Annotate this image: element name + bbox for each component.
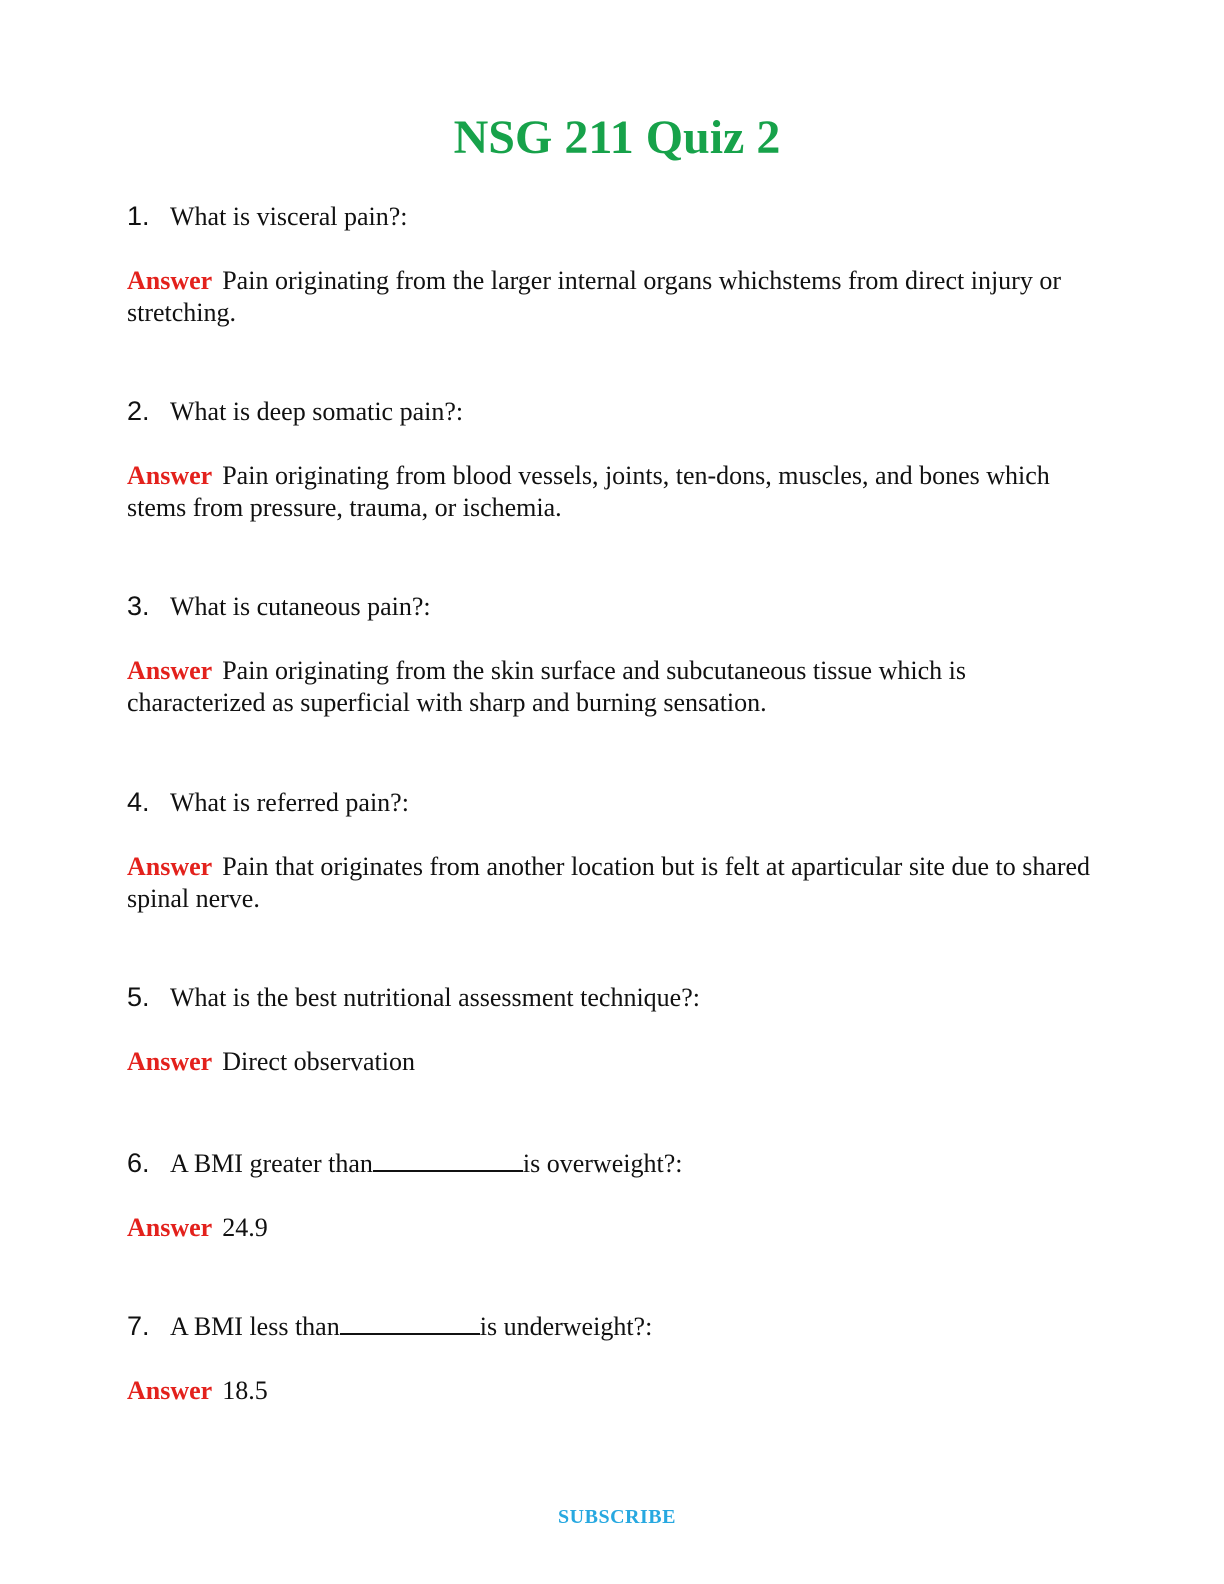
- question-number: 2.: [127, 396, 150, 426]
- quiz-item-1: [127, 200, 1107, 329]
- answer-text: 18.5: [222, 1376, 268, 1405]
- question-text: What is cutaneous pain?:: [170, 592, 431, 621]
- question-number: 5.: [127, 982, 150, 1012]
- answer-label: Answer: [127, 852, 213, 881]
- question-text: What is the best nutritional assessment technique?:: [170, 983, 700, 1012]
- answer-text: Pain originating from the skin surface and subcutaneous tissue which is characterized as superficial with sharp and burning sensation.: [127, 656, 966, 717]
- question-text: What is referred pain?:: [170, 788, 409, 817]
- question-number: 7.: [127, 1311, 150, 1341]
- question-text-after-blank: is underweight?:: [479, 1312, 653, 1341]
- question-text-before-blank: A BMI greater than: [170, 1149, 373, 1178]
- fill-in-blank: [373, 1144, 523, 1172]
- quiz-item-2: [127, 395, 1107, 524]
- answer-text: Pain that originates from another location but is felt at aparticular site due to shared spinal nerve.: [127, 852, 1091, 913]
- question-text-after-blank: is overweight?:: [522, 1149, 683, 1178]
- answer-text: Direct observation: [222, 1047, 415, 1076]
- answer-7: [127, 1375, 1107, 1407]
- question-text: What is deep somatic pain?:: [170, 397, 464, 426]
- question-6: [127, 1144, 1107, 1180]
- answer-label: Answer: [127, 461, 213, 490]
- answer-text: Pain originating from the larger internal organs whichstems from direct injury or stretching.: [127, 266, 1061, 327]
- question-7: [127, 1307, 1107, 1343]
- answer-label: Answer: [127, 1213, 213, 1242]
- answer-1: [127, 265, 1107, 329]
- quiz-item-4: [127, 786, 1107, 915]
- question-number: 4.: [127, 787, 150, 817]
- answer-label: Answer: [127, 1376, 213, 1405]
- quiz-item-6: [127, 1144, 1107, 1244]
- question-4: [127, 786, 1107, 819]
- answer-text: 24.9: [222, 1213, 268, 1242]
- question-2: [127, 395, 1107, 428]
- page-title: NSG 211 Quiz 2: [453, 111, 781, 164]
- answer-4: [127, 851, 1107, 915]
- answer-label: Answer: [127, 656, 213, 685]
- question-number: 6.: [127, 1148, 150, 1178]
- answer-6: [127, 1212, 1107, 1244]
- answer-3: [127, 655, 1107, 719]
- question-5: [127, 981, 1107, 1014]
- fill-in-blank: [340, 1307, 480, 1335]
- quiz-item-7: [127, 1307, 1107, 1407]
- question-text: What is visceral pain?:: [170, 202, 408, 231]
- quiz-item-3: [127, 590, 1107, 719]
- subscribe-link[interactable]: SUBSCRIBE: [558, 1506, 676, 1528]
- answer-2: [127, 460, 1107, 524]
- answer-text: Pain originating from blood vessels, joints, ten-dons, muscles, and bones which stems from pressure, trauma, or ischemia.: [127, 461, 1050, 522]
- answer-label: Answer: [127, 1047, 213, 1076]
- question-1: [127, 200, 1107, 233]
- answer-5: [127, 1046, 1107, 1078]
- question-number: 3.: [127, 591, 150, 621]
- question-text-before-blank: A BMI less than: [170, 1312, 340, 1341]
- question-number: 1.: [127, 201, 150, 231]
- question-3: [127, 590, 1107, 623]
- quiz-item-5: [127, 981, 1107, 1078]
- answer-label: Answer: [127, 266, 213, 295]
